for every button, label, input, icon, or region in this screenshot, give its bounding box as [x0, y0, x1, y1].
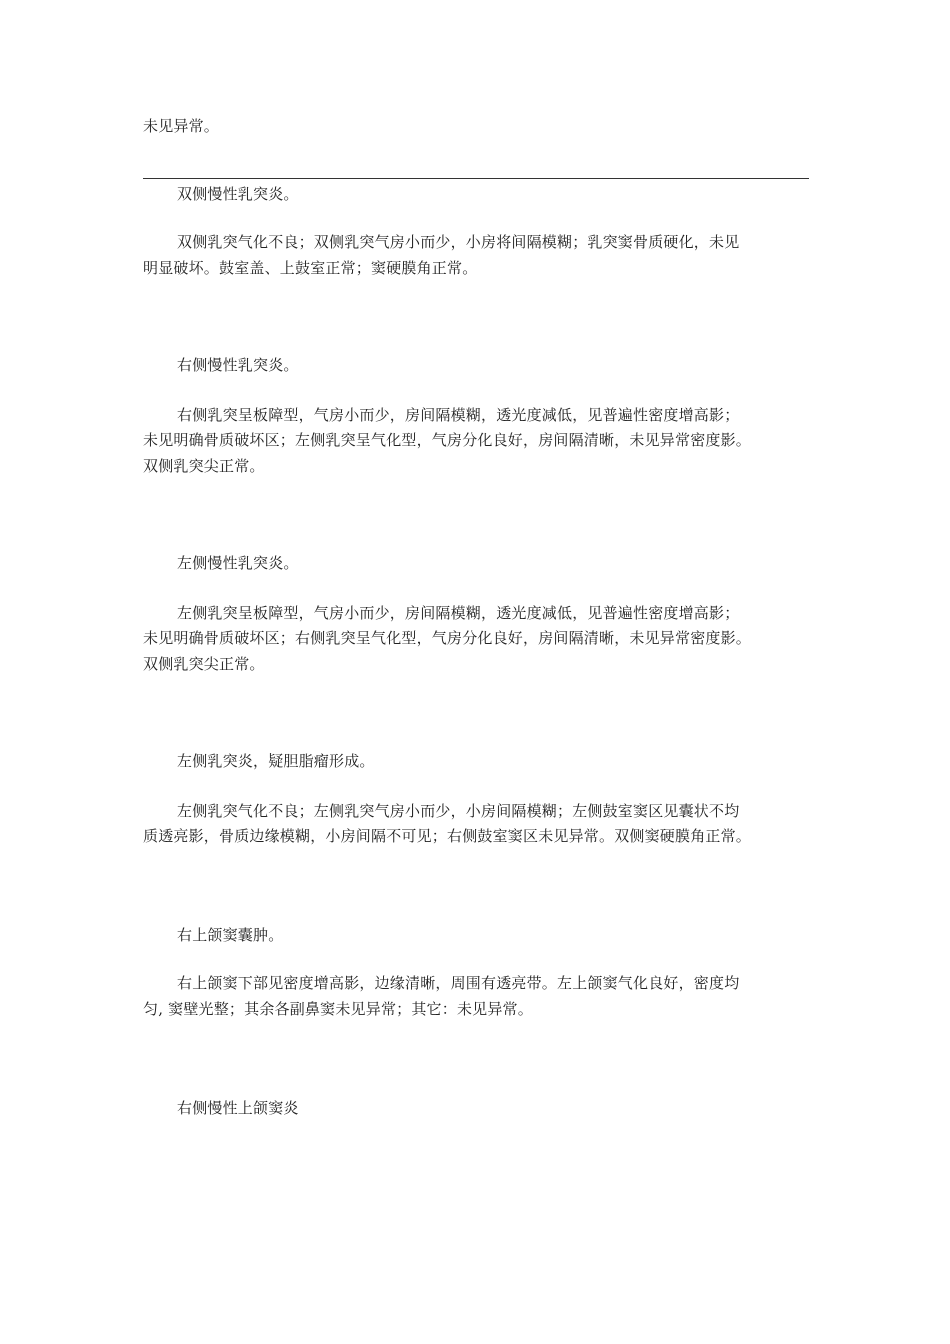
section-body-line: 匀, 窦壁光整；其余各副鼻窦未见异常；其它：未见异常。 [143, 1000, 533, 1018]
section-body-line: 左侧乳突呈板障型，气房小而少，房间隔模糊，透光度减低，见普遍性密度增高影； [177, 604, 740, 622]
section-body-line: 未见明确骨质破坏区；右侧乳突呈气化型，气房分化良好，房间隔清晰，未见异常密度影。 [143, 629, 752, 647]
section-body-line: 右上颌窦下部见密度增高影，边缘清晰，周围有透亮带。左上颌窦气化良好，密度均 [177, 974, 740, 992]
section-body-line: 双侧乳突气化不良；双侧乳突气房小而少，小房将间隔模糊；乳突窦骨质硬化，未见 [177, 233, 740, 251]
section-title: 左侧乳突炎，疑胆脂瘤形成。 [177, 752, 375, 770]
section-body-line: 双侧乳突尖正常。 [143, 655, 265, 673]
intro-text: 未见异常。 [143, 117, 220, 135]
section-title: 右侧慢性上颌窦炎 [177, 1099, 299, 1117]
section-body-line: 左侧乳突气化不良；左侧乳突气房小而少，小房间隔模糊；左侧鼓室窦区见囊状不均 [177, 802, 740, 820]
section-body-line: 未见明确骨质破坏区；左侧乳突呈气化型，气房分化良好，房间隔清晰，未见异常密度影。 [143, 431, 752, 449]
section-body-line: 双侧乳突尖正常。 [143, 457, 265, 475]
section-body-line: 质透亮影，骨质边缘模糊，小房间隔不可见；右侧鼓室窦区未见异常。双侧窦硬膜角正常。 [143, 827, 752, 845]
horizontal-divider [143, 178, 809, 179]
section-title: 右侧慢性乳突炎。 [177, 356, 299, 374]
section-title: 右上颌窦囊肿。 [177, 926, 284, 944]
section-title: 左侧慢性乳突炎。 [177, 554, 299, 572]
section-title: 双侧慢性乳突炎。 [177, 185, 299, 203]
section-body-line: 右侧乳突呈板障型，气房小而少，房间隔模糊，透光度减低，见普遍性密度增高影； [177, 406, 740, 424]
section-body-line: 明显破坏。鼓室盖、上鼓室正常；窦硬膜角正常。 [143, 259, 478, 277]
